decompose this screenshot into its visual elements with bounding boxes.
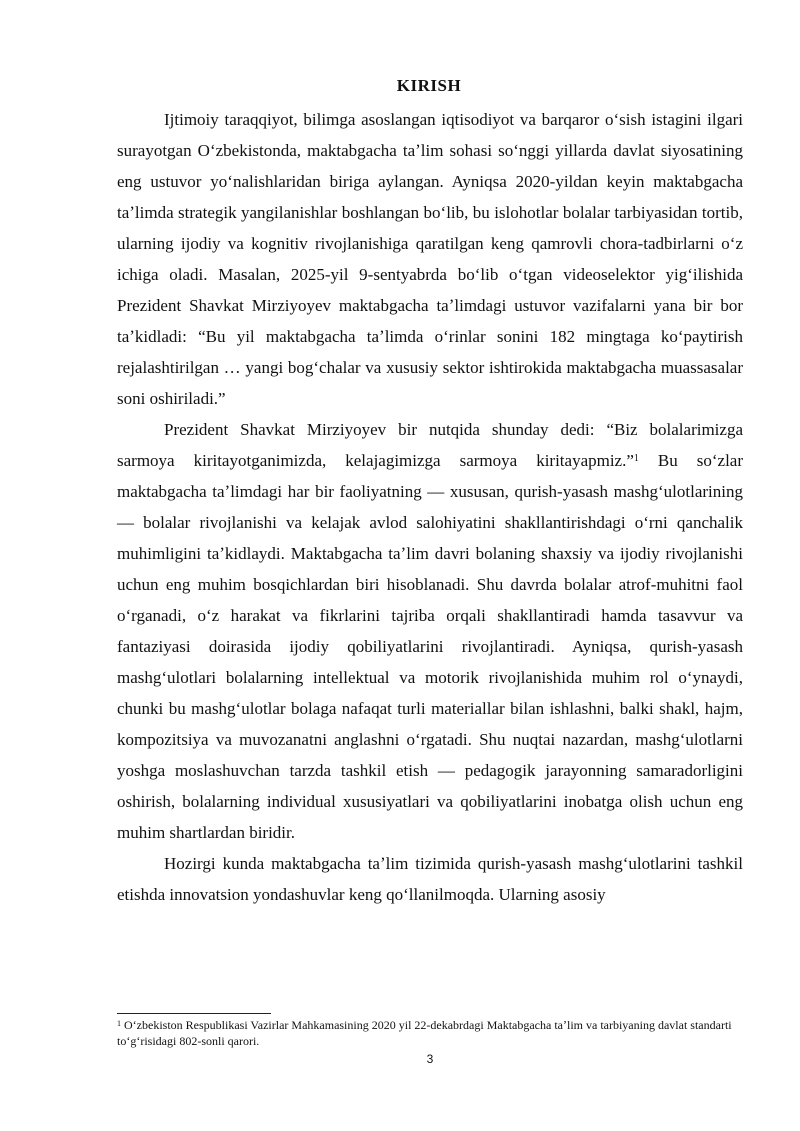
page-title: KIRISH — [396, 76, 462, 95]
paragraph-1: Ijtimoiy taraqqiyot, bilimga asoslangan iqtisodiyot va barqaror oʻsish istagini ilgari surayotgan Oʻzbekistonda, maktabgacha taʼlim sohasi soʻnggi yillarda davlat siyosatining eng ustuvor yoʻnalishlaridan biriga aylangan. Ayniqsa 2020-yildan keyin maktabgacha taʼlimda strategik yangilanishlar boshlangan boʻlib, bu islohotlar bolalar tarbiyasidan tortib, ularning ijodiy va kognitiv rivojlanishiga qaratilgan keng qamrovli chora-tadbirlarni oʻz ichiga oladi. Masalan, 2025-yil 9-sentyabrda boʻlib oʻtgan videoselektor yigʻilishida Prezident Shavkat Mirziyoyev maktabgacha taʼlimdagi ustuvor vazifalarni yana bir bor taʼkidladi: “Bu yil maktabgacha taʼlimda oʻrinlar sonini 182 mingtaga koʻpaytirish rejalashtirilgan … yangi bogʻchalar va xususiy sektor ishtirokida maktabgacha muassasalar soni oshiriladi.” — [117, 110, 743, 408]
paragraph-2 — [117, 414, 743, 848]
paragraph-3: Hozirgi kunda maktabgacha taʼlim tizimida qurish-yasash mashgʻulotlarini tashkil etishda innovatsion yondashuvlar keng qoʻllanilmoqda. Ularning asosiy — [117, 854, 743, 904]
footnote — [117, 1017, 743, 1049]
paragraph-2-text-after: Bu soʻzlar maktabgacha taʼlimdagi har bir faoliyatning — xususan, qurish-yasash mashgʻulotlarining — bolalar rivojlanishi va kelajak avlod salohiyatini shakllantirishdagi oʻrni qanchalik muhimligini taʼkidlaydi. Maktabgacha taʼlim davri bolaning shaxsiy va ijodiy rivojlanishi uchun eng muhim bosqichlardan biri hisoblanadi. Shu davrda bolalar atrof-muhitni faol oʻrganadi, oʻz harakat va fikrlarini tajriba orqali shakllantiradi hamda tasavvur va fantaziyasi doirasida ijodiy qobiliyatlarini rivojlantiradi. Ayniqsa, qurish-yasash mashgʻulotlari bolalarning intellektual va motorik rivojlanishida muhim rol oʻynaydi, chunki bu mashgʻulotlar bolaga nafaqat turli materiallar bilan ishlashni, balki shakl, hajm, kompozitsiya va muvozanatni anglashni oʻrgatadi. Shu nuqtai nazardan, mashgʻulotlarni yoshga moslashuvchan tarzda tashkil etish — pedagogik jarayonning samaradorligini oshirish, bolalarning individual xususiyatlari va qobiliyatlarini inobatga olish uchun eng muhim shartlardan biridir. — [117, 451, 744, 842]
paragraph-2-text-before: Prezident Shavkat Mirziyoyev bir nutqida shunday dedi: “Biz bolalarimizga sarmoya kiritayotganimizda, kelajagimizga sarmoya kiritayapmiz.” — [117, 420, 743, 470]
body-text — [117, 104, 743, 910]
page-number: 3 — [426, 1052, 434, 1066]
footnote-text: Oʻzbekiston Respublikasi Vazirlar Mahkamasining 2020 yil 22-dekabrdagi Maktabgacha taʼlim va tarbiyaning davlat standarti toʻgʻrisidagi 802-sonli qarori. — [117, 1018, 732, 1048]
footnote-reference: 1 — [633, 453, 639, 464]
footnote-marker: 1 — [117, 1019, 121, 1028]
footnote-separator — [117, 1013, 271, 1014]
